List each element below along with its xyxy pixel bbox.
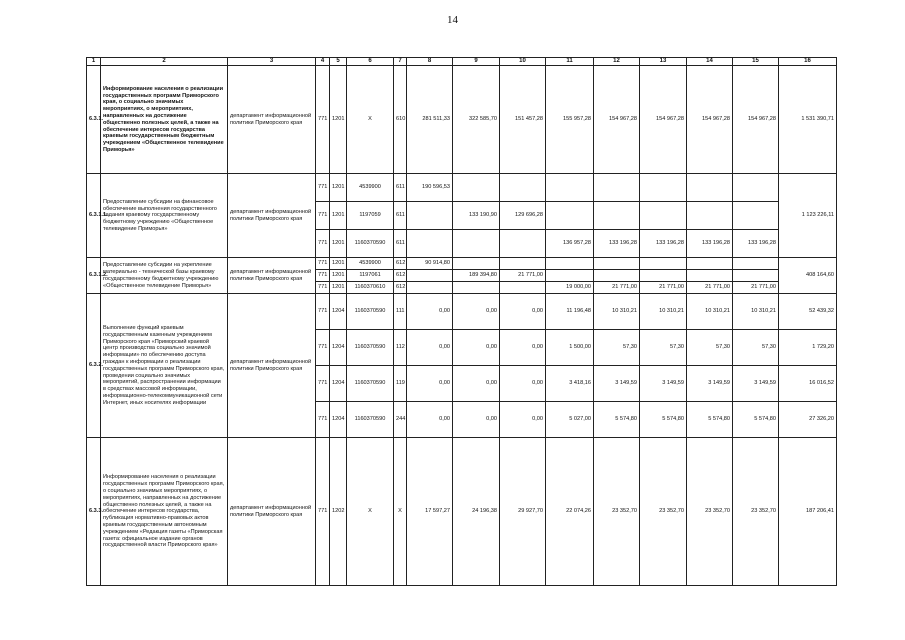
year-amount xyxy=(546,258,594,270)
table-row xyxy=(87,438,837,586)
rzpr-code: 1201 xyxy=(330,174,347,202)
table-row xyxy=(87,294,837,330)
year-amount: 10 310,21 xyxy=(594,294,640,330)
year-amount: 21 771,00 xyxy=(733,282,779,294)
year-amount: 5 574,80 xyxy=(594,402,640,438)
csr-code: 1160370590 xyxy=(347,230,394,258)
item-name: Информирование населения о реализации государственных программ Приморского края, о социально значимых мероприятиях, о мероприятиях, направленных на достижение общественно полезных целей, а также на обеспечение интересов государства краевым государственным бюджетным учреждением «Общественное телевидение Приморья» xyxy=(101,66,228,174)
year-amount xyxy=(453,230,500,258)
rzpr-code: 1201 xyxy=(330,230,347,258)
column-header: 12 xyxy=(594,58,640,66)
rzpr-code: 1204 xyxy=(330,294,347,330)
item-number: 6.3.1.2. xyxy=(87,258,101,294)
total-amount: 1 531 390,71 xyxy=(779,66,837,174)
total-amount: 187 206,41 xyxy=(779,438,837,586)
total-amount: 1 729,20 xyxy=(779,330,837,366)
year-amount: 21 771,00 xyxy=(640,282,687,294)
rzpr-code: 1204 xyxy=(330,330,347,366)
responsible-executor: департамент информационной политики Приморского края xyxy=(228,438,316,586)
year-amount xyxy=(640,174,687,202)
grbs-code: 771 xyxy=(316,258,330,270)
year-amount: 0,00 xyxy=(407,330,453,366)
csr-code: 4539900 xyxy=(347,174,394,202)
csr-code: 1197061 xyxy=(347,270,394,282)
grbs-code: 771 xyxy=(316,230,330,258)
year-amount: 57,30 xyxy=(640,330,687,366)
column-header: 6 xyxy=(347,58,394,66)
column-header: 15 xyxy=(733,58,779,66)
year-amount xyxy=(453,174,500,202)
item-name: Предоставление субсидии на укрепление материально - технической базы краевому государственному бюджетному учреждению «Общественное телевидение Приморья» xyxy=(101,258,228,294)
year-amount xyxy=(500,258,546,270)
table-row xyxy=(87,66,837,174)
year-amount xyxy=(594,270,640,282)
year-amount: 3 149,59 xyxy=(733,366,779,402)
item-number: 6.3.3. xyxy=(87,438,101,586)
year-amount: 154 967,28 xyxy=(640,66,687,174)
year-amount: 57,30 xyxy=(733,330,779,366)
year-amount: 0,00 xyxy=(500,294,546,330)
year-amount: 22 074,26 xyxy=(546,438,594,586)
year-amount: 3 418,16 xyxy=(546,366,594,402)
year-amount xyxy=(407,230,453,258)
vr-code: 111 xyxy=(394,294,407,330)
vr-code: 612 xyxy=(394,282,407,294)
responsible-executor: департамент информационной политики Приморского края xyxy=(228,174,316,258)
responsible-executor: департамент информационной политики Приморского края xyxy=(228,66,316,174)
grbs-code: 771 xyxy=(316,282,330,294)
year-amount xyxy=(594,202,640,230)
year-amount: 133 196,28 xyxy=(640,230,687,258)
year-amount xyxy=(407,202,453,230)
year-amount: 133 190,90 xyxy=(453,202,500,230)
year-amount: 3 149,59 xyxy=(640,366,687,402)
table-row xyxy=(87,258,837,270)
year-amount: 0,00 xyxy=(407,366,453,402)
csr-code: 1160370590 xyxy=(347,402,394,438)
column-header: 10 xyxy=(500,58,546,66)
year-amount: 3 149,59 xyxy=(594,366,640,402)
year-amount: 136 957,28 xyxy=(546,230,594,258)
year-amount xyxy=(733,258,779,270)
year-amount xyxy=(453,282,500,294)
year-amount: 21 771,00 xyxy=(687,282,733,294)
total-amount: 1 123 226,11 xyxy=(779,174,837,258)
year-amount: 0,00 xyxy=(500,402,546,438)
item-number: 6.3.1.1. xyxy=(87,174,101,258)
csr-code: 4539900 xyxy=(347,258,394,270)
year-amount: 189 394,80 xyxy=(453,270,500,282)
year-amount: 154 967,28 xyxy=(733,66,779,174)
year-amount xyxy=(733,270,779,282)
year-amount: 21 771,00 xyxy=(500,270,546,282)
year-amount xyxy=(500,174,546,202)
year-amount: 5 574,80 xyxy=(733,402,779,438)
vr-code: 612 xyxy=(394,270,407,282)
year-amount xyxy=(640,270,687,282)
year-amount: 129 696,28 xyxy=(500,202,546,230)
vr-code: 119 xyxy=(394,366,407,402)
year-amount: 11 196,48 xyxy=(546,294,594,330)
year-amount: 133 196,28 xyxy=(687,230,733,258)
year-amount: 24 196,38 xyxy=(453,438,500,586)
year-amount: 133 196,28 xyxy=(594,230,640,258)
item-name: Предоставление субсидии на финансовое обеспечение выполнения государственного задания краевому государственному бюджетному учреждению «Общественное телевидение Приморья» xyxy=(101,174,228,258)
column-header: 4 xyxy=(316,58,330,66)
year-amount: 154 967,28 xyxy=(594,66,640,174)
header-row xyxy=(87,58,837,66)
year-amount: 90 914,80 xyxy=(407,258,453,270)
column-header: 7 xyxy=(394,58,407,66)
item-number: 6.3.1. xyxy=(87,66,101,174)
year-amount xyxy=(453,258,500,270)
year-amount: 57,30 xyxy=(687,330,733,366)
year-amount: 5 027,00 xyxy=(546,402,594,438)
table-row xyxy=(87,174,837,202)
column-header: 5 xyxy=(330,58,347,66)
grbs-code: 771 xyxy=(316,66,330,174)
year-amount xyxy=(594,258,640,270)
year-amount: 10 310,21 xyxy=(733,294,779,330)
rzpr-code: 1202 xyxy=(330,438,347,586)
grbs-code: 771 xyxy=(316,294,330,330)
year-amount xyxy=(594,174,640,202)
budget-table xyxy=(86,57,837,586)
year-amount: 190 596,53 xyxy=(407,174,453,202)
grbs-code: 771 xyxy=(316,270,330,282)
year-amount: 0,00 xyxy=(453,366,500,402)
year-amount xyxy=(640,258,687,270)
year-amount xyxy=(546,174,594,202)
year-amount xyxy=(640,202,687,230)
year-amount: 154 967,28 xyxy=(687,66,733,174)
year-amount: 0,00 xyxy=(407,294,453,330)
year-amount: 0,00 xyxy=(500,330,546,366)
item-number: 6.3.2. xyxy=(87,294,101,438)
rzpr-code: 1201 xyxy=(330,202,347,230)
column-header: 14 xyxy=(687,58,733,66)
year-amount: 5 574,80 xyxy=(687,402,733,438)
year-amount: 0,00 xyxy=(453,402,500,438)
year-amount xyxy=(687,258,733,270)
column-header: 11 xyxy=(546,58,594,66)
responsible-executor: департамент информационной политики Приморского края xyxy=(228,294,316,438)
year-amount: 0,00 xyxy=(453,330,500,366)
item-name: Информирование населения о реализации государственных программ Приморского края, о социально значимых мероприятиях, о мероприятиях, направленных на достижение общественно полезных целей, а также на обеспечение интересов государства, публикация нормативно-правовых актов краевым государственным автономным учреждением «Редакция газеты «Приморская газета: официальное издание органов государственной власти Приморского края» xyxy=(101,438,228,586)
year-amount xyxy=(546,202,594,230)
rzpr-code: 1201 xyxy=(330,282,347,294)
year-amount: 23 352,70 xyxy=(733,438,779,586)
year-amount: 17 597,27 xyxy=(407,438,453,586)
vr-code: 612 xyxy=(394,258,407,270)
grbs-code: 771 xyxy=(316,174,330,202)
year-amount: 10 310,21 xyxy=(640,294,687,330)
item-name: Выполнение функций краевым государственным казенным учреждением Приморского края «Приморский краевой центр производства социально значимой информации» по обеспечению доступа граждан к информации о реализации государственных программ Приморского края, проведении социально значимых мероприятий, распространении информации в средствах массовой информации, информационно-телекоммуникационной сети Интернет, иных носителях информации xyxy=(101,294,228,438)
year-amount: 0,00 xyxy=(500,366,546,402)
column-header: 1 xyxy=(87,58,101,66)
year-amount: 155 957,28 xyxy=(546,66,594,174)
column-header: 16 xyxy=(779,58,837,66)
vr-code: 112 xyxy=(394,330,407,366)
csr-code: 1160370590 xyxy=(347,366,394,402)
csr-code: 1160370610 xyxy=(347,282,394,294)
total-amount: 16 016,52 xyxy=(779,366,837,402)
year-amount: 151 457,28 xyxy=(500,66,546,174)
vr-code: 611 xyxy=(394,202,407,230)
csr-code: 1160370590 xyxy=(347,330,394,366)
csr-code: Х xyxy=(347,438,394,586)
year-amount xyxy=(733,202,779,230)
year-amount: 21 771,00 xyxy=(594,282,640,294)
csr-code: 1197059 xyxy=(347,202,394,230)
rzpr-code: 1204 xyxy=(330,402,347,438)
grbs-code: 771 xyxy=(316,438,330,586)
responsible-executor: департамент информационной политики Приморского края xyxy=(228,258,316,294)
csr-code: Х xyxy=(347,66,394,174)
total-amount: 408 164,60 xyxy=(779,258,837,294)
year-amount: 5 574,80 xyxy=(640,402,687,438)
year-amount: 281 511,33 xyxy=(407,66,453,174)
vr-code: 244 xyxy=(394,402,407,438)
rzpr-code: 1204 xyxy=(330,366,347,402)
year-amount: 322 585,70 xyxy=(453,66,500,174)
year-amount: 23 352,70 xyxy=(594,438,640,586)
page-number: 14 xyxy=(447,14,458,26)
column-header: 13 xyxy=(640,58,687,66)
year-amount xyxy=(500,230,546,258)
year-amount xyxy=(500,282,546,294)
column-header: 9 xyxy=(453,58,500,66)
year-amount xyxy=(687,270,733,282)
year-amount: 29 927,70 xyxy=(500,438,546,586)
year-amount: 0,00 xyxy=(407,402,453,438)
vr-code: 611 xyxy=(394,230,407,258)
year-amount: 57,30 xyxy=(594,330,640,366)
year-amount xyxy=(687,202,733,230)
grbs-code: 771 xyxy=(316,330,330,366)
year-amount xyxy=(687,174,733,202)
grbs-code: 771 xyxy=(316,402,330,438)
grbs-code: 771 xyxy=(316,202,330,230)
column-header: 3 xyxy=(228,58,316,66)
year-amount: 19 000,00 xyxy=(546,282,594,294)
year-amount: 0,00 xyxy=(453,294,500,330)
year-amount xyxy=(407,270,453,282)
vr-code: 611 xyxy=(394,174,407,202)
column-header: 8 xyxy=(407,58,453,66)
csr-code: 1160370590 xyxy=(347,294,394,330)
year-amount: 133 196,28 xyxy=(733,230,779,258)
rzpr-code: 1201 xyxy=(330,270,347,282)
year-amount xyxy=(407,282,453,294)
vr-code: 610 xyxy=(394,66,407,174)
year-amount: 23 352,70 xyxy=(687,438,733,586)
total-amount: 27 326,20 xyxy=(779,402,837,438)
year-amount xyxy=(733,174,779,202)
rzpr-code: 1201 xyxy=(330,66,347,174)
year-amount: 3 149,59 xyxy=(687,366,733,402)
year-amount: 23 352,70 xyxy=(640,438,687,586)
year-amount xyxy=(546,270,594,282)
year-amount: 10 310,21 xyxy=(687,294,733,330)
column-header: 2 xyxy=(101,58,228,66)
vr-code: Х xyxy=(394,438,407,586)
year-amount: 1 500,00 xyxy=(546,330,594,366)
total-amount: 52 439,32 xyxy=(779,294,837,330)
grbs-code: 771 xyxy=(316,366,330,402)
rzpr-code: 1201 xyxy=(330,258,347,270)
